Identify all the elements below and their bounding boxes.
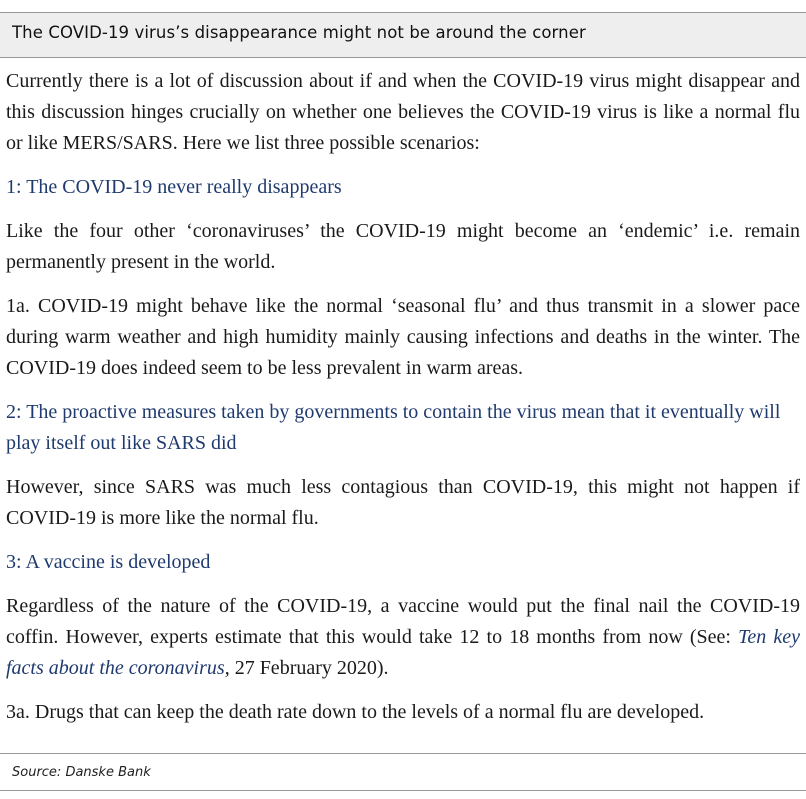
scenario-3-text-before: Regardless of the nature of the COVID-19, a vaccine would put the final nail the COVID-19 coffin. However, experts estimate that this would take 12 to 18 months from now (See: (6, 595, 800, 648)
box-content (6, 66, 800, 741)
scenario-1a-paragraph: 1a. COVID-19 might behave like the normal ‘seasonal flu’ and thus transmit in a slower pace during warm weather and high humidity mainly causing infections and deaths in the winter. The COVID-19 does indeed seem to be less prevalent in warm areas. (6, 295, 800, 379)
scenario-1-paragraph: Like the four other ‘coronaviruses’ the COVID-19 might become an ‘endemic’ i.e. remain permanently present in the world. (6, 220, 800, 273)
intro-paragraph: Currently there is a lot of discussion about if and when the COVID-19 virus might disappear and this discussion hinges crucially on whether one believes the COVID-19 virus is like a normal flu or like MERS/SARS. Here we list three possible scenarios: (6, 70, 800, 154)
scenario-3a-paragraph: 3a. Drugs that can keep the death rate down to the levels of a normal flu are developed. (6, 701, 705, 723)
box-header (0, 12, 806, 58)
box-title: The COVID-19 virus’s disappearance might not be around the corner (12, 23, 586, 42)
scenario-3-text-after: , 27 February 2020). (224, 657, 389, 679)
scenario-3-heading: 3: A vaccine is developed (6, 551, 211, 573)
bottom-divider (0, 790, 806, 791)
scenario-1-heading: 1: The COVID-19 never really disappears (6, 176, 342, 198)
scenario-2-paragraph: However, since SARS was much less contagious than COVID-19, this might not happen if COVID-19 is more like the normal flu. (6, 476, 800, 529)
coronavirus-facts-link[interactable]: Ten key facts about the coronavirus (6, 626, 801, 679)
scenario-2-heading: 2: The proactive measures taken by governments to contain the virus mean that it eventually will play itself out like SARS did (6, 401, 781, 454)
footer-divider (0, 753, 806, 754)
scenario-3-paragraph (6, 591, 800, 684)
source-note: Source: Danske Bank (12, 765, 151, 780)
